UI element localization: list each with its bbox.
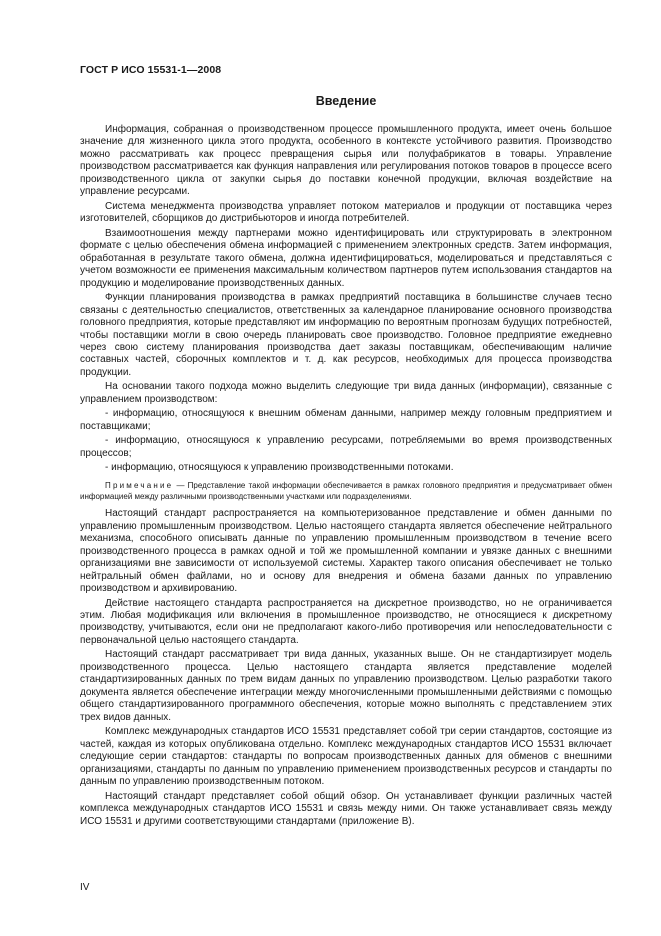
note [80,480,612,502]
list-item: - информацию, относящуюся к управлению производственными потоками. [105,462,454,474]
paragraph: Комплекс международных стандартов ИСО 15531 представляет собой три серии стандартов, состоящие из частей, каждая из которых опубликована отдельно. Комплекс международных стандартов ИСО 15531 включает следующие серии стандартов: стандарты по вопросам производственных данных для обменов с внешними организациями, стандарты по данным по управлению применением производственных ресурсов и стандарты по данным по управлению производственным потоком. [80,726,612,788]
note-text: — Представление такой информации обеспечивается в рамках головного предприятия и предусматривает обмен информацией между различными производственными участками или подразделениями. [80,480,612,502]
list-item: - информацию, относящуюся к управлению ресурсами, потребляемыми во время производственных процессов; [80,435,612,459]
paragraph: Настоящий стандарт рассматривает три вида данных, указанных выше. Он не стандартизирует модель производственного процесса. Целью настоящего стандарта является представление моделей стандартизированных данных по трем видам данных по управлению производством. Целью разработки такого документа является обеспечение интеграции между многочисленными промышленными действиями с помощью общего стандартизированного программного обеспечения, которые можно выполнять с представлением этих трех видов данных. [80,649,612,723]
paragraph: Взаимоотношения между партнерами можно идентифицировать или структурировать в электронном формате с целью обеспечения обмена информацией с применением электронных средств. Затем информация, обработанная в результате такого обмена, должна идентифицироваться, моделироваться и представляться с учетом возможности ее применения максимальным количеством партнеров путем использования стандартов на продукцию и моделирование производственных данных. [80,227,612,289]
paragraph: Информация, собранная о производственном процессе промышленного продукта, имеет очень большое значение для жизненного цикла этого продукта, особенного в контексте устойчивого развития. Производство можно рассматривать как процесс превращения сырья или полуфабрикатов в товары. Управление производством рассматривается как функция направления или регулирования потоков товаров в процессе всего производственного цикла от закупки сырья до поставки конечной продукции, включая воздействие на управление ресурсами. [80,124,612,198]
paragraph: Функции планирования производства в рамках предприятий поставщика в большинстве случаев тесно связаны с деятельностью специалистов, ответственных за календарное планирование основного производства головного предприятия, которые представляют им информацию по вероятным прогнозам будущих потребностей, чтобы поставщики могли в свою очередь планировать свое производство. Головное предприятие ежедневно через свою систему планирования производства дает заказы поставщикам, обеспечивающим наличие составных частей, сборочных комплектов и т. д. как ресурсов, необходимых для процесса производства продукции. [80,292,612,378]
document-body [80,124,612,830]
note-label: Примечание [105,480,174,490]
paragraph: На основании такого подхода можно выделить следующие три вида данных (информации), связанные с управлением производством: [80,381,612,405]
document-header: ГОСТ Р ИСО 15531-1—2008 [80,64,222,76]
page-number: IV [80,882,90,893]
list-item: - информацию, относящуюся к внешним обменам данными, например между головным предприятием и поставщиками; [80,408,612,432]
paragraph: Действие настоящего стандарта распространяется на дискретное производство, но не ограничивается этим. Любая модификация или включения в промышленное производство, не относящиеся к дискретному производству, учитываются, если они не предполагают какого-либо противоречия или непоследовательности с первоначальной целью настоящего стандарта. [80,597,612,646]
section-title: Введение [315,94,377,108]
paragraph: Настоящий стандарт распространяется на компьютеризованное представление и обмен данными по управлению промышленным производством. Целью настоящего стандарта является обеспечение нейтрального механизма, способного описывать данные по управлению промышленным производством в течение всего производственного процесса в рамках одной и той же промышленной компании и увязке данных с внешними организациями вне зависимости от используемой системы. Характер такого описания обеспечивает не только нейтральный обмен файлами, но и основу для внедрения и обмена базами данных по управлению производством и архивированию. [80,508,612,595]
paragraph: Система менеджмента производства управляет потоком материалов и продукции от поставщика через изготовителей, сборщиков до дистрибьюторов и иногда потребителей. [80,200,612,225]
paragraph: Настоящий стандарт представляет собой общий обзор. Он устанавливает функции различных частей комплекса международных стандартов ИСО 15531 и связь между ними. Он также устанавливает связь между ИСО 15531 и другими соответствующими стандартами (приложение В). [80,790,612,827]
